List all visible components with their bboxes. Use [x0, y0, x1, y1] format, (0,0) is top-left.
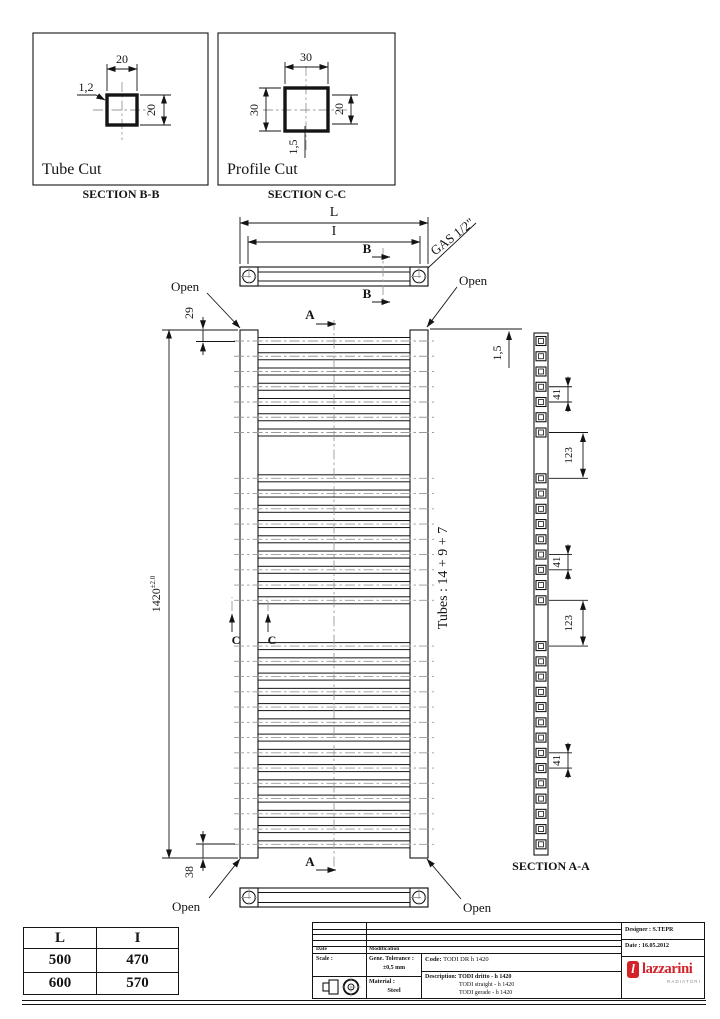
cut-A-bottom-label: A: [305, 854, 315, 869]
titleblock-material-label: Material :: [369, 979, 395, 985]
lazzarini-logo-icon: l: [627, 961, 639, 978]
cut-B-bottom-label: B: [362, 286, 372, 301]
section-tube-square: [536, 764, 546, 773]
titleblock-modification-col-label: Modification: [369, 946, 400, 952]
profile-cut-dim-top: 30: [300, 50, 312, 64]
open-label-top-right: Open: [459, 273, 488, 288]
section-tube-square: [536, 718, 546, 727]
section-tube-square: [536, 809, 546, 818]
section-tube-square: [536, 657, 546, 666]
dim-height-tolerance: ±2.0: [149, 575, 157, 589]
profile-cut-title: Profile Cut: [227, 161, 298, 178]
sheet-border-line: [22, 1000, 706, 1001]
section-tube-square: [536, 382, 546, 391]
section-tube-square: [536, 687, 546, 696]
section-tube-square: [536, 596, 546, 605]
open-label-bottom-right: Open: [463, 900, 492, 915]
section-tube-square: [536, 474, 546, 483]
tube-cut-dim-wall: 1,2: [78, 80, 94, 94]
section-dim-label: 123: [563, 447, 575, 464]
section-tube-square: [536, 779, 546, 788]
titleblock-code-row: [425, 957, 489, 964]
tube-cut-dim-top: 20: [116, 52, 128, 66]
profile-cut-dim-wall: 1,5: [286, 139, 300, 155]
section-cc-label: SECTION C-C: [267, 187, 347, 201]
size-table-cell: 500: [24, 949, 97, 973]
titleblock-tolerance-value: ±0,5 mm: [382, 965, 406, 971]
size-table-header-I: I: [97, 928, 178, 949]
section-tube-square: [536, 748, 546, 757]
titleblock-date-col-label: Date: [316, 946, 327, 952]
tube-cut-detail: [33, 33, 208, 201]
titleblock-code-value: TODI DR h 1420: [443, 955, 489, 963]
title-block: [312, 922, 705, 999]
projection-symbol-icon: [321, 977, 365, 997]
section-aa-tubes: [536, 337, 546, 849]
section-dim-label: 41: [551, 556, 563, 568]
section-tube-square: [536, 840, 546, 849]
section-tube-square: [536, 367, 546, 376]
size-table-cell: 570: [126, 975, 149, 991]
open-label-bottom-left: Open: [172, 899, 201, 914]
tube-cut-dim-side: 20: [144, 104, 158, 116]
section-tube-square: [536, 413, 546, 422]
dim-bottom-offset-label: 38: [182, 866, 196, 878]
section-dim-label: 41: [551, 754, 563, 766]
cut-C-right-label: C: [267, 633, 277, 647]
section-bb-label: SECTION B-B: [82, 187, 160, 201]
section-aa-label: SECTION A-A: [512, 859, 590, 873]
section-tube-square: [536, 733, 546, 742]
section-tube-square: [536, 337, 546, 346]
dim-L-label: L: [329, 205, 339, 220]
profile-cut-dim-inner: 20: [332, 103, 346, 115]
lazzarini-logo-text: lazzarini: [642, 961, 693, 977]
size-table-cell: 470: [97, 949, 178, 973]
titleblock-designer: Designer : S.TEPR: [625, 927, 674, 933]
section-tube-square: [536, 489, 546, 498]
section-tube-square: [536, 794, 546, 803]
size-table-header-L: L: [24, 928, 97, 949]
section-dim-label: 41: [551, 388, 563, 400]
section-tube-square: [536, 825, 546, 834]
top-view: [240, 205, 477, 305]
open-label-top-left: Open: [171, 279, 200, 294]
dim-I-label: I: [331, 224, 337, 239]
tubes-count-label: Tubes : 14 + 9 + 7: [436, 526, 451, 630]
section-tube-square: [536, 535, 546, 544]
titleblock-tolerance-label: Gene. Tolerance :: [369, 955, 414, 962]
section-tube-square: [536, 520, 546, 529]
section-tube-square: [536, 581, 546, 590]
section-tube-square: [536, 428, 546, 437]
titleblock-scale-label: Scale :: [316, 955, 333, 962]
section-tube-square: [536, 504, 546, 513]
cut-B-top-label: B: [362, 241, 372, 256]
section-tube-square: [536, 565, 546, 574]
titleblock-date: Date : 16.05.2012: [625, 943, 669, 949]
section-tube-square: [536, 642, 546, 651]
profile-cut-detail: [218, 33, 395, 201]
tube-cut-title: Tube Cut: [42, 161, 102, 178]
dim-top-offset-label: 29: [182, 307, 196, 319]
section-dim-label: 123: [563, 614, 575, 632]
section-aa: [512, 333, 590, 873]
lazzarini-logo-subtext: RADIATORI: [667, 979, 701, 984]
cut-C-left-label: C: [231, 633, 241, 647]
section-tube-square: [536, 398, 546, 407]
cut-A-top-label: A: [305, 307, 315, 322]
section-tube-square: [536, 672, 546, 681]
front-view: [149, 307, 522, 878]
titleblock-description-line1: TODI dritto - h 1420: [458, 974, 512, 980]
bottom-view: [240, 888, 428, 907]
titleblock-description-line3: TODI gerade - h 1420: [459, 989, 513, 996]
titleblock-description-line2: TODI straight - h 1420: [459, 982, 515, 988]
titleblock-material-value: Steel: [387, 986, 401, 994]
section-tube-square: [536, 703, 546, 712]
sheet-border-line: [22, 1004, 706, 1005]
section-tube-square: [536, 550, 546, 559]
titleblock-code-label: Code:: [425, 955, 442, 963]
size-table-cell: 600: [24, 973, 97, 994]
size-table: [23, 927, 179, 995]
profile-cut-dim-side: 30: [247, 104, 261, 116]
titleblock-description-label: Description:: [425, 974, 457, 980]
dim-wall-label: 1,5: [490, 345, 504, 361]
gas-connection-label: GAS 1/2": [427, 214, 478, 259]
section-aa-dimensions: [549, 377, 588, 778]
dim-height-label: [149, 575, 163, 612]
dim-height-value: 1420: [149, 588, 163, 613]
titleblock-description-row: [425, 974, 511, 980]
section-tube-square: [536, 352, 546, 361]
